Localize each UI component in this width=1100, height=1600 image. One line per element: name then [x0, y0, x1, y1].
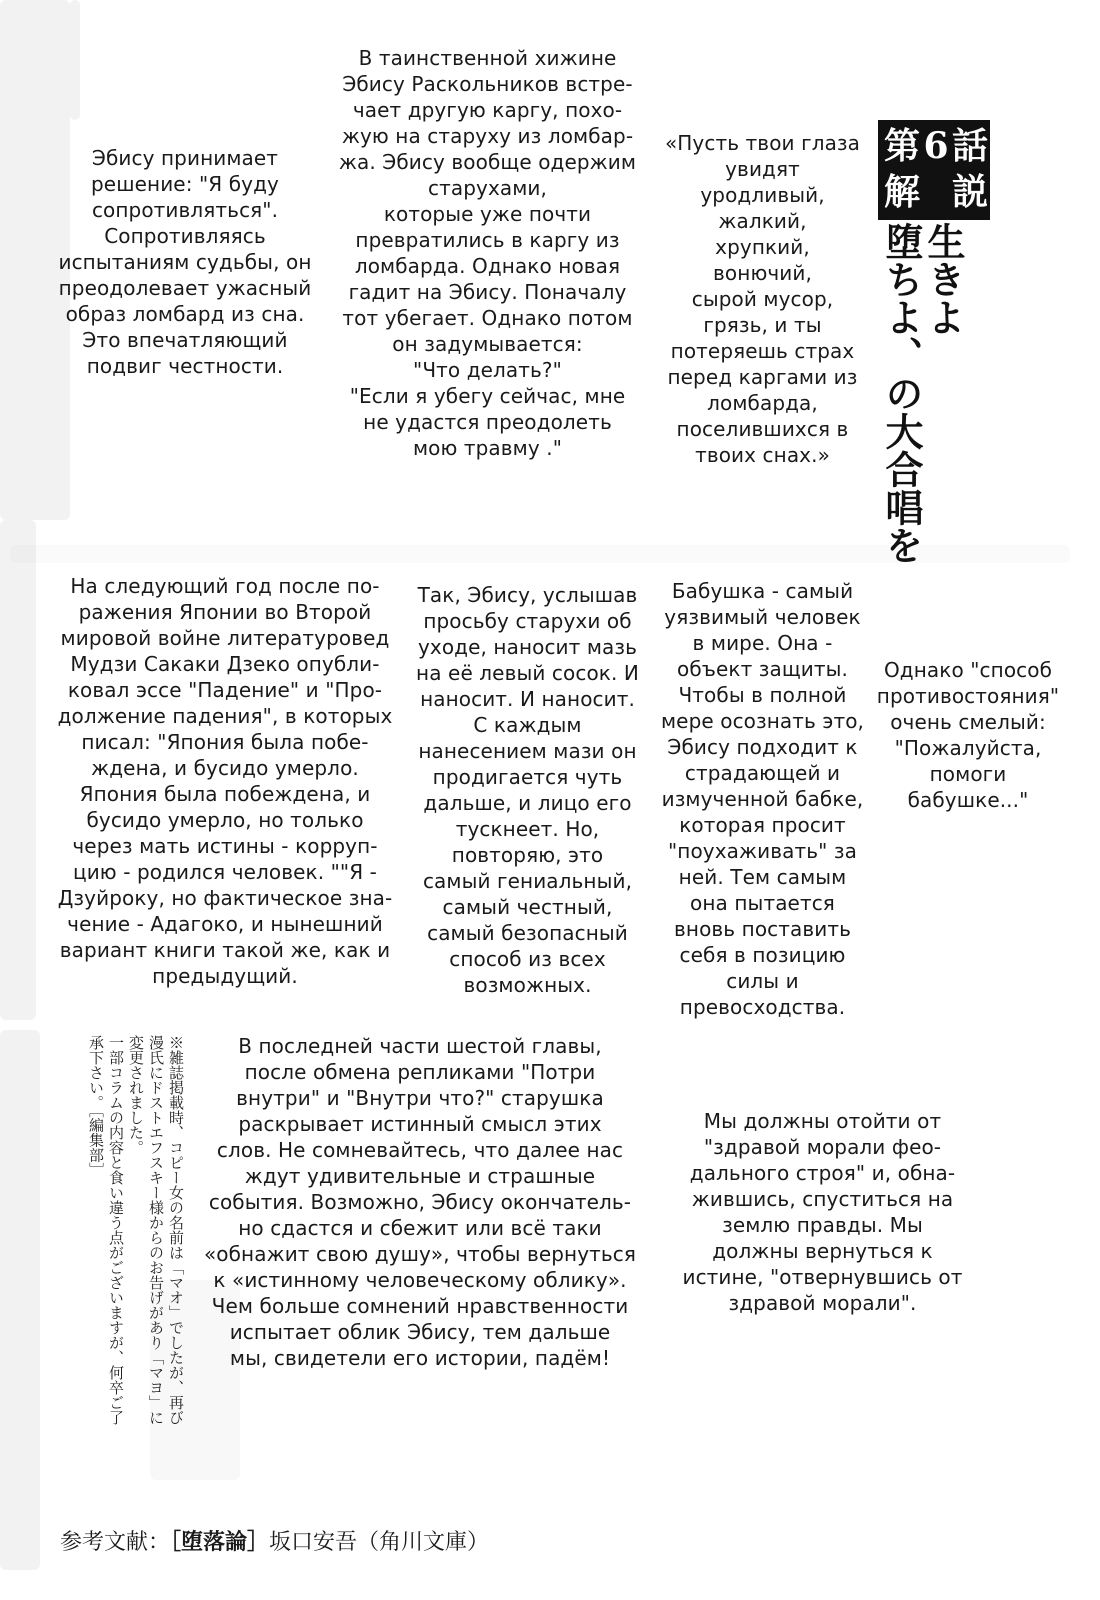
title-char: 説: [951, 171, 988, 213]
text-block-ointment: Так, Эбису, услышав просьбу старухи об уходе, наносит мазь на её левый сосок. И наносит. И наносит. С каждым нанесением мази он продигается чуть дальше, и лицо его тускнеет. Но, повторяю, это самый гениальный, самый честный, самый безопасный способ из всех возможных.: [416, 583, 639, 997]
references-title: ［堕落論］: [170, 1529, 270, 1555]
background-calligraphy-decoration: [0, 520, 36, 1020]
text-block-decision: Эбису принимает решение: "Я буду сопротивляться". Сопротивляясь испытаниям судьбы, он преодолевает ужасный образ ломбард из сна. Это впечатляющий подвиг честности.: [58, 146, 312, 378]
title-char: 解: [883, 171, 920, 213]
title-char: 第: [883, 125, 920, 167]
references-author: 坂口安吾（角川文庫）: [269, 1530, 490, 1555]
chapter-title-badge: [878, 120, 990, 220]
references-label: 参考文献：: [60, 1530, 171, 1555]
title-char: 6: [923, 125, 949, 167]
title-char: 話: [951, 125, 988, 167]
text-block-morality: Мы должны отойти от "здравой морали фео- дального строя" и, обна- жившись, спуститься на землю правды. Мы должны вернуться к истине, "отвернувшись от здравой морали".: [682, 1109, 963, 1315]
editor-note-column: 一部コラムの内容と食い違う点がございますが、何卒ご了: [107, 1035, 125, 1425]
editor-note-column: ※雑誌掲載時、コピー女の名前は「マオ」でしたが、再び: [167, 1035, 185, 1425]
text-block-last-part: В последней части шестой главы, после обмена репликами "Потри внутри" и "Внутри что?" старушка раскрывает истинный смысл этих слов. Не сомневайтесь, что далее нас ждут удивительные и страшные события. Возможно, Эбису окончатель- но сдастся и сбежит или всё таки «обнажит свою душу», чтобы вернуться к «истинному человеческому облику». Чем больше сомнений нравственности испытает облик Эбису, тем дальше мы, свидетели его истории, падём!: [203, 1034, 637, 1370]
text-block-history: На следующий год после по- ражения Японии во Второй мировой войне литературовед Мудзи Сакаки Дзеко опубли- ковал эссе "Падение" и "Про- должение падения", в которых писал: "Япония была побе- ждена, и бусидо умерло. Япония была побеждена, и бусидо умерло, но только через мать истины - корруп- цию - родился человек. ""Я - Дзуйроку, но фактическое зна- чение - Адагоко, и нынешний вариант книги такой же, как и предыдущий.: [57, 574, 393, 988]
text-block-quote: «Пусть твои глаза увидят уродливый, жалкий, хрупкий, вонючий, сырой мусор, грязь, и ты потеряешь страх перед каргами из ломбарда, поселившихся в твоих снах.»: [664, 131, 861, 467]
background-calligraphy-decoration: [70, 0, 80, 120]
background-calligraphy-decoration: [0, 1030, 40, 1570]
editor-note-column: 漫氏にドストエフスキー様からのお告げがあり「マヨ」に: [147, 1035, 165, 1425]
editor-note-column: 変更されました。: [127, 1035, 145, 1155]
text-block-resistance: Однако "способ противостояния" очень смелый: "Пожалуйста, помоги бабушке...": [876, 658, 1060, 812]
vertical-title-line-2: 堕ちよ、の大合唱を: [879, 222, 924, 564]
editor-note-column: 承下さい。［編集部］: [87, 1035, 105, 1178]
vertical-title-line-1: 生きよ: [921, 222, 966, 336]
text-block-hut: В таинственной хижине Эбису Раскольников встре- чает другую каргу, похо- жую на старуху из ломбар- жа. Эбису вообще одержим старухами, которые уже почти превратились в каргу из ломбарда. Однако новая гадит на Эбису. Поначалу тот убегает. Однако потом он задумывается: "Что делать?" "Если я убегу сейчас, мне не удастся преодолеть мою травму .": [338, 46, 637, 460]
references-line: [60, 1525, 489, 1556]
text-block-grandma: Бабушка - самый уязвимый человек в мире. Она - объект защиты. Чтобы в полной мере осознать это, Эбису подходит к страдающей и измученной бабке, которая просит "поухаживать" за ней. Тем самым она пытается вновь поставить себя в позицию силы и превосходства.: [660, 579, 864, 1019]
